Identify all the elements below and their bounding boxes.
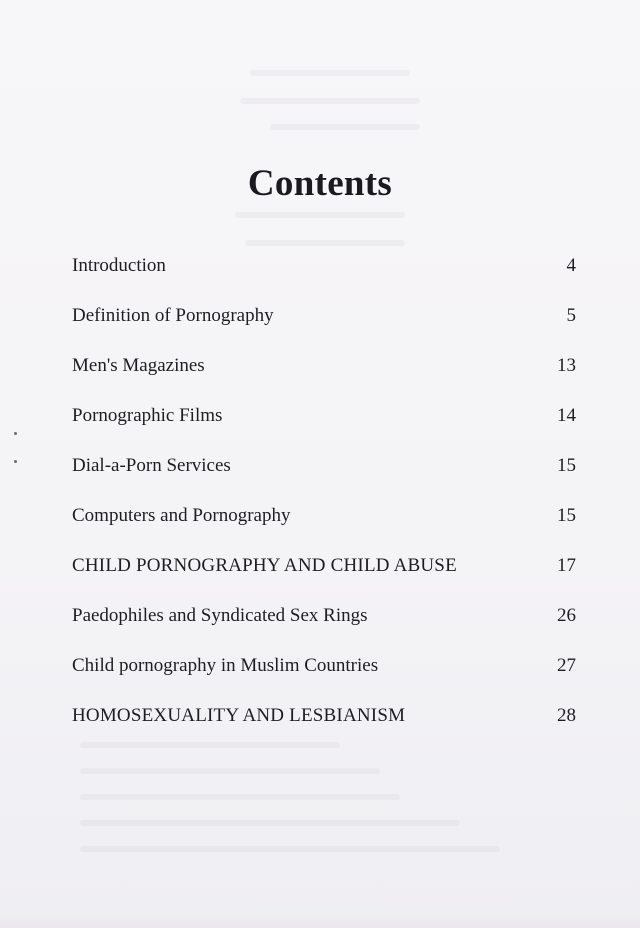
bleed-through-mark	[80, 768, 380, 774]
bleed-through-mark	[235, 212, 405, 218]
toc-entry-page-number: 4	[566, 255, 576, 276]
toc-entry	[72, 351, 576, 401]
toc-entry-page-number: 15	[557, 455, 576, 476]
toc-entry-title: Men's Magazines	[72, 355, 205, 376]
toc-entry-title: Introduction	[72, 255, 166, 276]
toc-entry-title: Pornographic Films	[72, 405, 223, 426]
bleed-through-mark	[245, 240, 405, 246]
toc-entry-title: Paedophiles and Syndicated Sex Rings	[72, 605, 368, 626]
toc-entry	[72, 651, 576, 701]
toc-entry-page-number: 5	[566, 305, 576, 326]
toc-entry-title: Dial-a-Porn Services	[72, 455, 231, 476]
toc-entry	[72, 401, 576, 451]
paper-speck	[14, 460, 17, 463]
toc-entry-page-number: 28	[557, 705, 576, 726]
page-bottom-edge	[0, 914, 640, 928]
bleed-through-mark	[270, 124, 420, 130]
toc-entry-page-number: 14	[557, 405, 576, 426]
toc-entry-title: Computers and Pornography	[72, 505, 291, 526]
toc-entry	[72, 501, 576, 551]
bleed-through-mark	[80, 820, 460, 826]
toc-entry-page-number: 15	[557, 505, 576, 526]
toc-entry	[72, 451, 576, 501]
toc-entry	[72, 601, 576, 651]
bleed-through-mark	[80, 794, 400, 800]
toc-entry-page-number: 13	[557, 355, 576, 376]
toc-entry	[72, 301, 576, 351]
toc-entry	[72, 251, 576, 301]
toc-entry	[72, 701, 576, 751]
paper-speck	[14, 432, 17, 435]
toc-entry-page-number: 27	[557, 655, 576, 676]
toc-entry-title: Definition of Pornography	[72, 305, 274, 326]
toc-entry-page-number: 26	[557, 605, 576, 626]
table-of-contents	[72, 251, 576, 751]
bleed-through-mark	[250, 70, 410, 76]
bleed-through-mark	[240, 98, 420, 104]
toc-entry-page-number: 17	[557, 555, 576, 576]
page-title: Contents	[247, 163, 393, 204]
bleed-through-mark	[80, 846, 500, 852]
toc-entry-title: HOMOSEXUALITY AND LESBIANISM	[72, 705, 406, 726]
toc-entry-title: CHILD PORNOGRAPHY AND CHILD ABUSE	[72, 555, 457, 576]
toc-entry	[72, 551, 576, 601]
toc-entry-title: Child pornography in Muslim Countries	[72, 655, 379, 676]
